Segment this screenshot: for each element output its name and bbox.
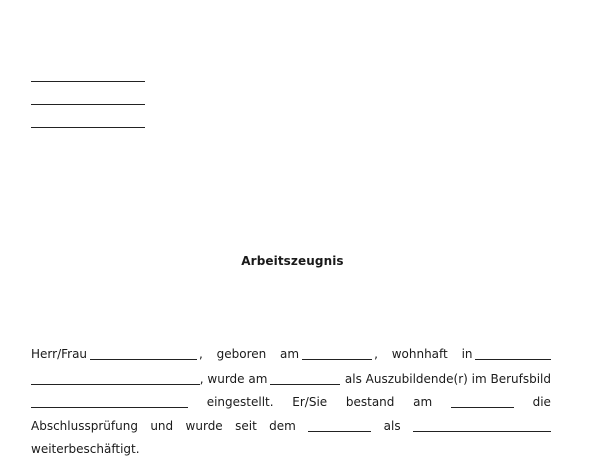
profession-blank[interactable] <box>31 395 188 408</box>
text-line-4 <box>31 418 551 434</box>
label-er-sie: Er/Sie <box>292 395 328 409</box>
label-die: die <box>532 395 551 409</box>
label-eingestellt: eingestellt. <box>206 395 274 409</box>
text-line-3 <box>31 394 551 410</box>
birthdate-blank[interactable] <box>302 347 372 360</box>
label-geboren-am: , geboren am <box>199 347 300 361</box>
label-bestand: bestand <box>345 395 395 409</box>
text-line-1 <box>31 346 551 362</box>
address-line-3[interactable] <box>31 127 145 128</box>
since-date-blank[interactable] <box>308 419 371 432</box>
document-title: Arbeitszeugnis <box>241 254 344 268</box>
residence-blank[interactable] <box>475 347 551 360</box>
exam-date-blank[interactable] <box>451 395 514 408</box>
start-date-blank[interactable] <box>270 372 339 385</box>
address-line-1[interactable] <box>31 81 145 82</box>
label-wurde-am: , wurde am <box>199 372 268 386</box>
name-blank[interactable] <box>90 347 197 360</box>
text-line-2 <box>31 371 551 387</box>
position-blank[interactable] <box>413 419 551 432</box>
label-als: als <box>383 419 401 433</box>
label-abschlusspruefung: Abschlussprüfung <box>31 419 138 433</box>
address-blank[interactable] <box>31 372 200 385</box>
label-und: und <box>150 419 174 433</box>
label-wurde: wurde <box>185 419 223 433</box>
label-herr-frau: Herr/Frau <box>31 347 88 361</box>
address-line-2[interactable] <box>31 104 145 105</box>
text-line-5 <box>31 441 551 457</box>
label-wohnhaft-in: , wohnhaft in <box>374 347 473 361</box>
label-weiterbeschaeftigt: weiterbeschäftigt. <box>31 442 140 456</box>
label-seit: seit <box>235 419 257 433</box>
label-auszubildende: als Auszubildende(r) im Berufsbild <box>344 372 551 386</box>
label-am: am <box>413 395 433 409</box>
label-dem: dem <box>269 419 296 433</box>
